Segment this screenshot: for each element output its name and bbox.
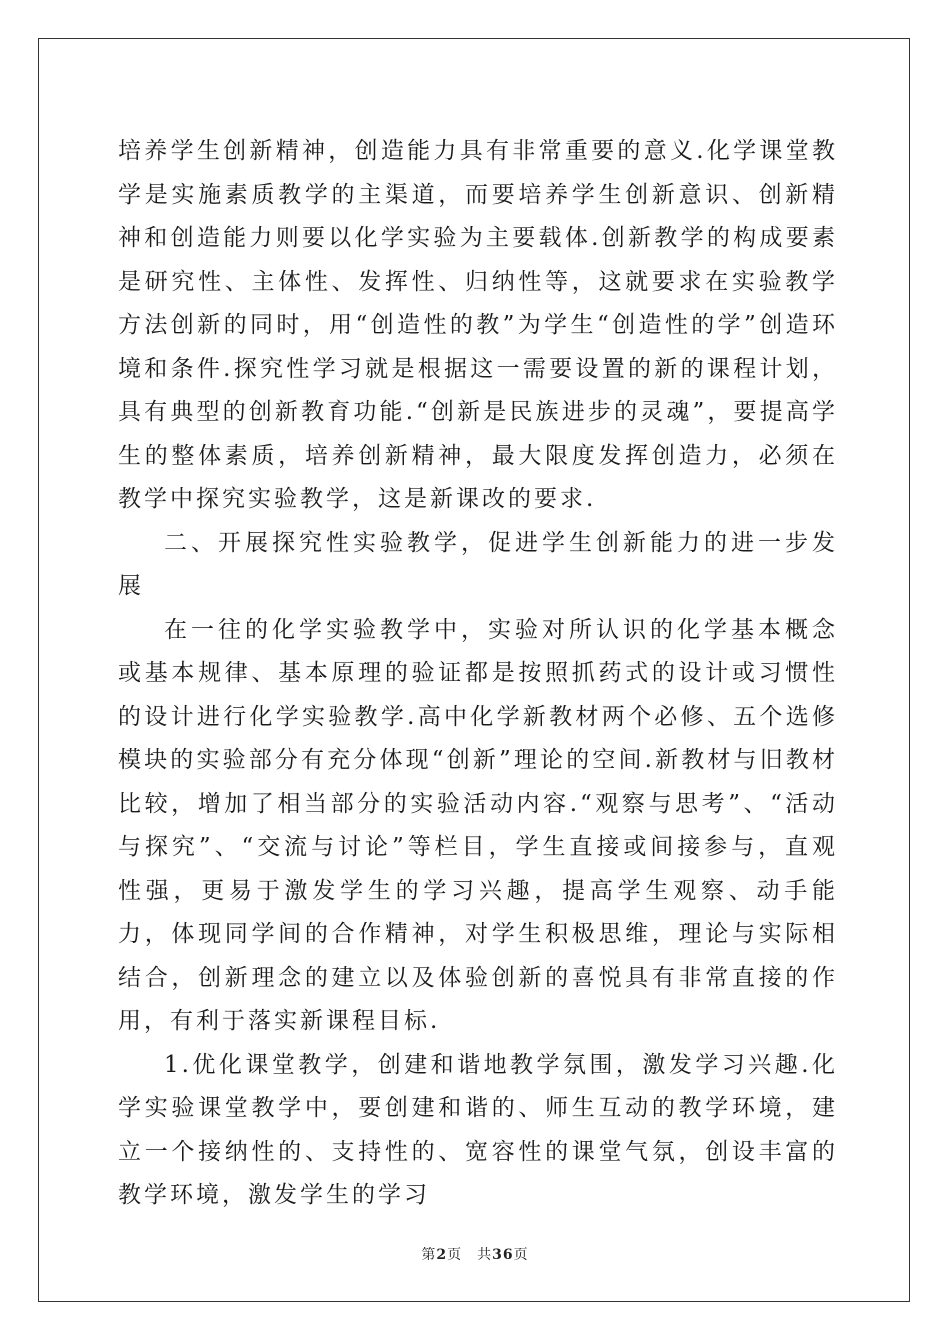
section-heading: 二、开展探究性实验教学，促进学生创新能力的进一步发展 — [118, 529, 838, 599]
page-footer — [0, 1244, 950, 1264]
footer-suffix: 页 — [513, 1247, 529, 1263]
footer-page-current: 2 — [436, 1247, 448, 1263]
paragraph-3: 1.优化课堂教学，创建和谐地教学氛围，激发学习兴趣.化学实验课堂教学中，要创建和谐的、师生互动的教学环境，建立一个接纳性的、支持性的、宽容性的课堂气氛，创设丰富的教学环境，激发学生的学习 — [118, 1051, 838, 1208]
footer-page-total: 36 — [492, 1247, 514, 1263]
footer-mid: 页 共 — [447, 1247, 493, 1263]
document-body — [118, 130, 838, 1218]
footer-prefix: 第 — [421, 1247, 437, 1263]
paragraph-1: 培养学生创新精神，创造能力具有非常重要的意义.化学课堂教学是实施素质教学的主渠道，而要培养学生创新意识、创新精神和创造能力则要以化学实验为主要载体.创新教学的构成要素是研究性、主体性、发挥性、归纳性等，这就要求在实验教学方法创新的同时，用“创造性的教”为学生“创造性的学”创造环境和条件.探究性学习就是根据这一需要设置的新的课程计划，具有典型的创新教育功能.“创新是民族进步的灵魂”，要提高学生的整体素质，培养创新精神，最大限度发挥创造力，必须在教学中探究实验教学，这是新课改的要求. — [118, 138, 838, 512]
paragraph-2: 在一往的化学实验教学中，实验对所认识的化学基本概念或基本规律、基本原理的验证都是按照抓药式的设计或习惯性的设计进行化学实验教学.高中化学新教材两个必修、五个选修模块的实验部分有充分体现“创新”理论的空间.新教材与旧教材比较，增加了相当部分的实验活动内容.“观察与思考”、“活动与探究”、“交流与讨论”等栏目，学生直接或间接参与，直观性强，更易于激发学生的学习兴趣，提高学生观察、动手能力，体现同学间的合作精神，对学生积极思维，理论与实际相结合，创新理念的建立以及体验创新的喜悦具有非常直接的作用，有利于落实新课程目标. — [118, 616, 838, 1034]
